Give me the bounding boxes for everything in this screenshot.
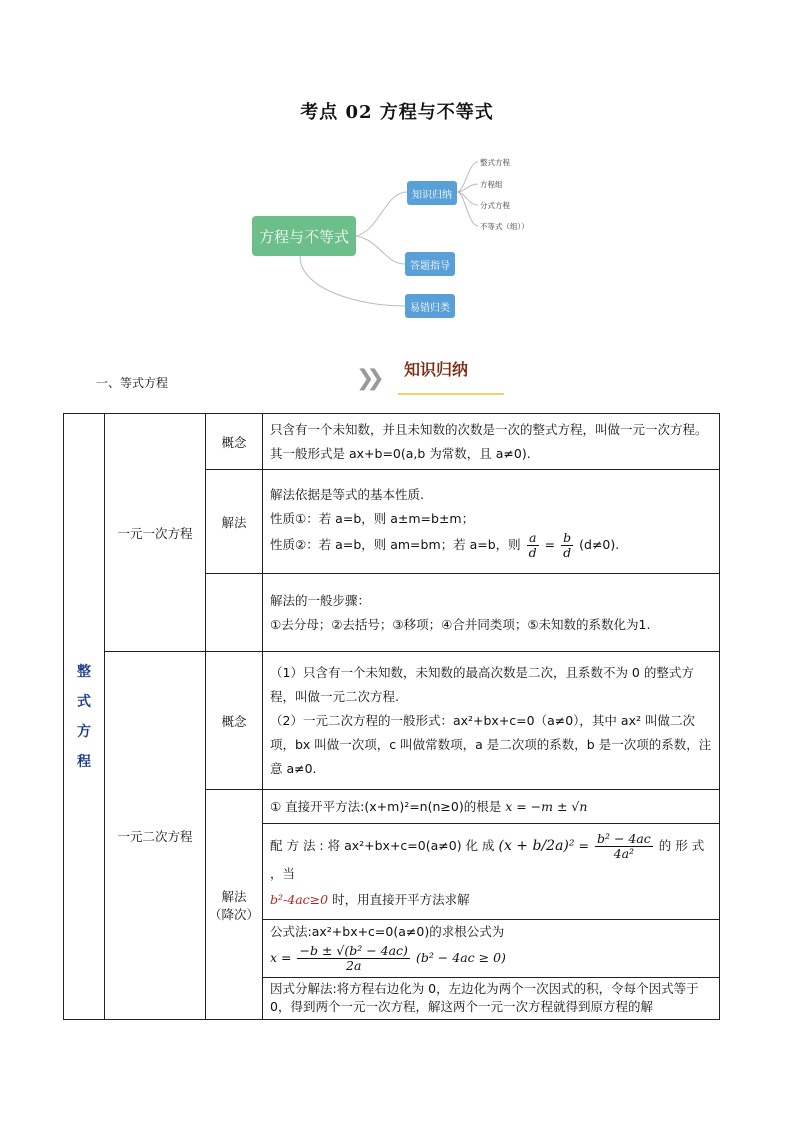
quadratic-solve-label-cell [206, 790, 263, 1020]
mindmap-leaf: 分式方程 [480, 201, 510, 210]
frac-den: d [563, 545, 572, 560]
quadratic-method1 [263, 790, 720, 824]
method2-text: 配 方 法 : 将 ax²+bx+c=0(a≠0) 化 成 [270, 837, 495, 853]
frac-num: a [527, 531, 539, 546]
frac-num: −b ± √(b² − 4ac) [299, 942, 408, 958]
method2-text-d: 时，用直接开平方法求解 [332, 891, 470, 907]
quadratic-solve-label: 解法 [221, 888, 247, 904]
frac-den: 2a [346, 957, 362, 973]
fraction-a-d [527, 531, 539, 560]
frac-num: b [563, 530, 572, 545]
method2-lhs: (x + b/2a)² [498, 837, 575, 854]
mindmap-connectors [0, 0, 794, 340]
equals-sign: = [578, 837, 589, 853]
quadratic-name: 一元二次方程 [105, 652, 206, 1020]
quadratic-concept-cell [263, 652, 720, 790]
quadratic-method3 [263, 920, 719, 978]
page-title: 考点 02 方程与不等式 [300, 102, 494, 123]
method1-text: ① 直接开平方法:(x+m)²=n(n≥0)的根是 [270, 798, 502, 814]
mindmap-leaf: 整式方程 [480, 158, 510, 167]
section-banner: 知识归纳 [404, 360, 469, 379]
category-char: 式 [77, 693, 91, 710]
category-char: 程 [77, 753, 91, 770]
frac-den: 4a² [613, 845, 635, 861]
linear-steps-spacer [206, 574, 263, 652]
chevron-double-icon: ❯❯ [356, 366, 377, 391]
linear-name: 一元一次方程 [105, 414, 206, 652]
linear-concept-label: 概念 [206, 414, 263, 470]
category-char: 整 [77, 663, 91, 680]
category-char: 方 [77, 723, 91, 740]
method3-lhs: x = [270, 949, 292, 965]
linear-prop2-text: 性质②：若 a=b，则 am=bm；若 a=b，则 [270, 537, 521, 552]
quadratic-concept-2: （2）一元二次方程的一般形式：ax²+bx+c=0（a≠0），其中 ax² 叫做二次项，bx 叫做一次项，c 叫做常数项，a 是二次项的系数，b 是一次项的系数，注意 a≠0. [270, 712, 712, 776]
knowledge-table [63, 413, 720, 1020]
quadratic-concept-1: （1）只含有一个未知数，未知数的最高次数是二次，且系数不为 0 的整式方程，叫做一元二次方程. [270, 664, 694, 704]
linear-prop2-cond: (d≠0). [579, 537, 620, 552]
linear-basis: 解法依据是等式的基本性质. [270, 487, 424, 502]
method3-condition: (b² − 4ac ≥ 0) [415, 949, 506, 965]
linear-steps-text: ①去分母；②去括号；③移项；④合并同类项；⑤未知数的系数化为1. [270, 616, 651, 632]
mindmap-branch-errors: 易错归类 [405, 294, 455, 318]
frac-den: d [528, 545, 537, 560]
linear-steps-cell [263, 574, 720, 652]
mindmap-root: 方程与不等式 [252, 216, 356, 256]
mindmap-leaf: 不等式（组）） [480, 222, 529, 231]
linear-concept-text: 只含有一个未知数，并且未知数的次数是一次的整式方程，叫做一元一次方程。其一般形式是 ax+b=0(a,b 为常数，且 a≠0). [263, 414, 720, 470]
frac-num: b² − 4ac [596, 830, 651, 846]
quadratic-concept-label: 概念 [206, 652, 263, 790]
linear-prop1: 性质①：若 a=b，则 a±m=b±m； [270, 511, 475, 526]
method2-condition: b²-4ac≥0 [270, 891, 329, 907]
category-label [64, 657, 104, 777]
mindmap-leaf: 方程组 [480, 180, 503, 189]
category-cell [64, 414, 105, 1020]
mindmap-branch-guide: 答题指导 [405, 252, 455, 276]
mindmap-branch-knowledge: 知识归纳 [407, 181, 457, 205]
method3-text: 公式法:ax²+bx+c=0(a≠0)的求根公式为 [270, 923, 505, 939]
method2-text-b: 的 形 式 ，当 [270, 837, 705, 881]
quadratic-method2 [263, 826, 719, 920]
linear-prop2 [270, 531, 712, 560]
method2-fraction [595, 832, 653, 861]
method3-fraction [297, 944, 409, 973]
section-heading: 一、等式方程 [96, 376, 169, 390]
quadratic-methods-cell [263, 824, 720, 1020]
linear-solve-label: 解法 [206, 470, 263, 574]
method1-formula: x = −m ± √n [505, 798, 588, 814]
linear-solve-cell [263, 470, 720, 574]
equals-sign: = [544, 537, 556, 552]
quadratic-method4: 因式分解法:将方程右边化为 0，左边化为两个一次因式的积，令每个因式等于 0，得到两个一元一次方程，解这两个一元一次方程就得到原方程的解 [270, 980, 699, 1014]
fraction-b-d [561, 531, 573, 560]
quadratic-solve-sub: （降次） [208, 906, 259, 922]
linear-steps-title: 解法的一般步骤： [270, 592, 371, 608]
banner-underline [398, 393, 504, 395]
